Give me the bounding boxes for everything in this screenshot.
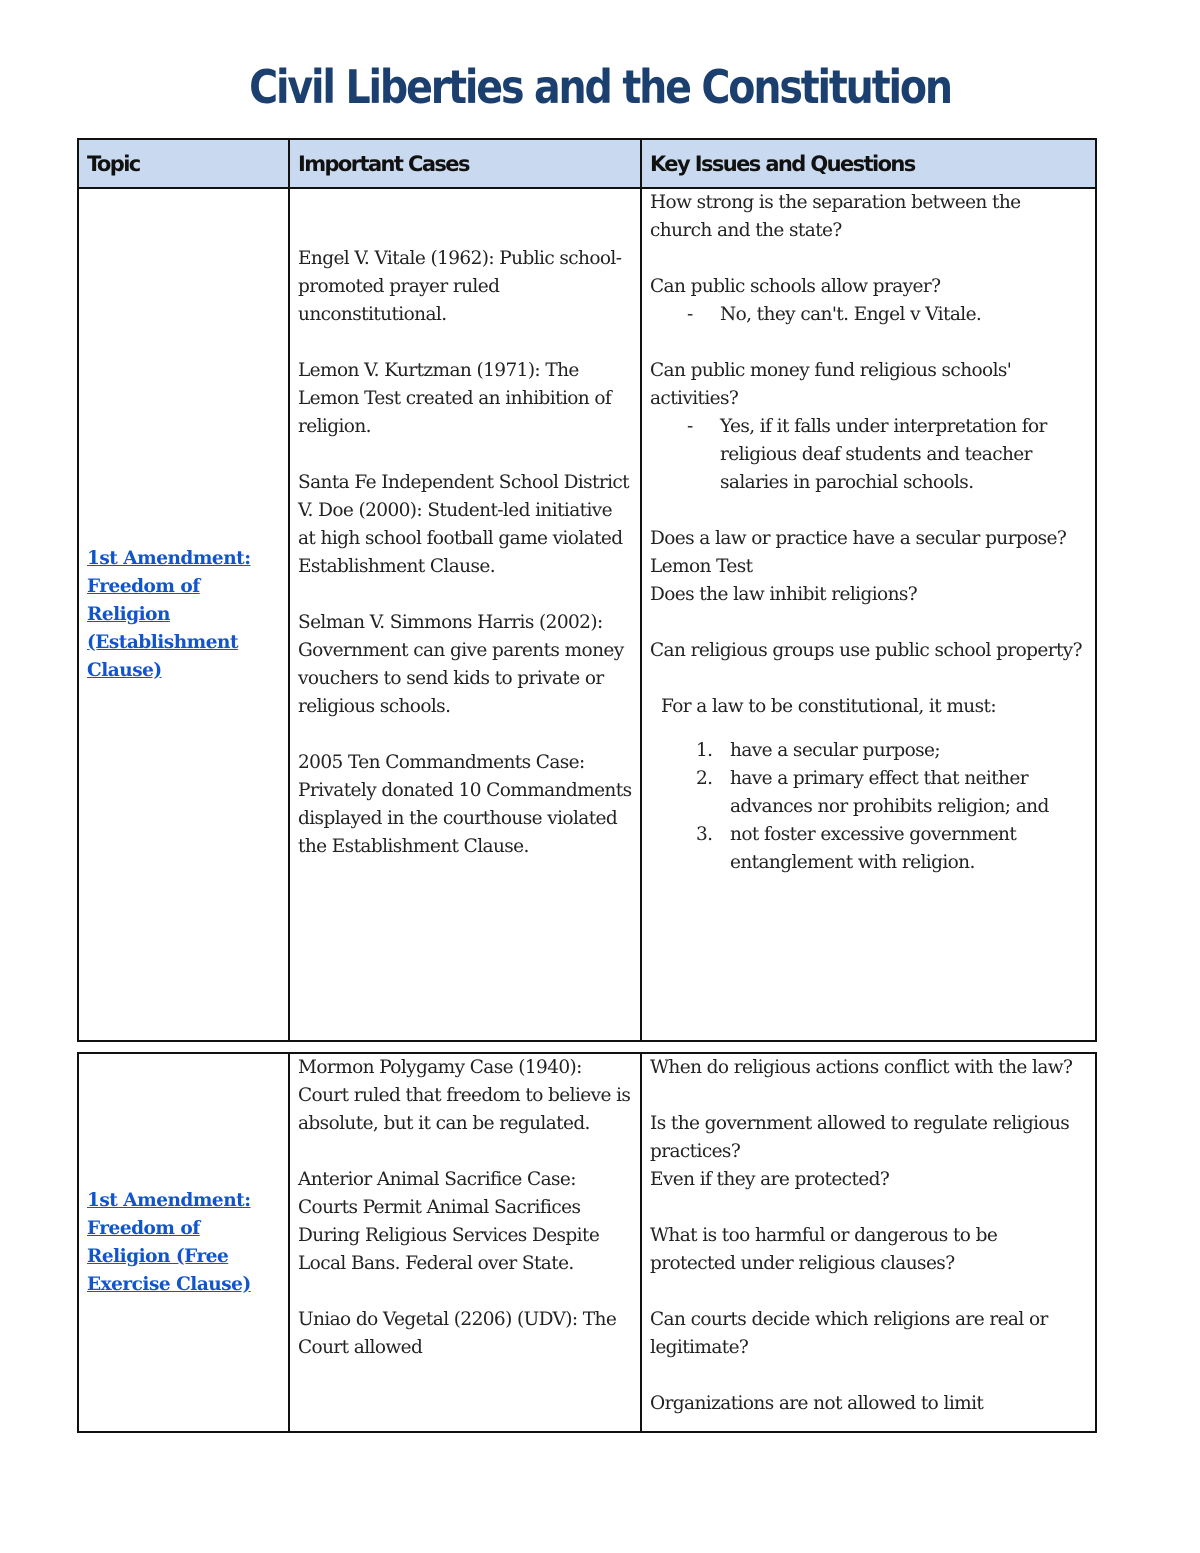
header-topic: Topic [78,139,289,188]
issue-question: Even if they are protected? [650,1169,890,1190]
page-title: Civil Liberties and the Constitution [249,60,951,114]
lemon-test-item [650,765,1087,821]
spacer-cell [289,1041,641,1053]
case-entry: Engel V. Vitale (1962): Public school-promoted prayer ruled unconstitutional. [298,248,622,325]
issue-question: When do religious actions conflict with the law? [650,1057,1073,1078]
lemon-test-item-text: have a secular purpose; [730,740,940,761]
issue-question: Organizations are not allowed to limit [650,1393,984,1414]
header-key-issues: Key Issues and Questions [641,139,1096,188]
civil-liberties-table [77,138,1097,1433]
case-entry: Uniao do Vegetal (2206) (UDV): The Court allowed [298,1309,617,1358]
issue-question: Can public money fund religious schools' activities? [650,360,1012,409]
issue-question: Does the law inhibit religions? [650,584,918,605]
issue-question: Can public schools allow prayer? [650,276,941,297]
header-important-cases: Important Cases [289,139,641,188]
issue-note: Lemon Test [650,556,753,577]
cases-cell [289,1053,641,1432]
issue-question: Can religious groups use public school property? [650,640,1082,661]
table-row [78,1053,1096,1432]
cases-cell [289,188,641,1041]
row-spacer [78,1041,1096,1053]
lemon-test-item-text: have a primary effect that neither advances nor prohibits religion; and [730,768,1049,817]
lemon-test-item-text: not foster excessive government entanglement with religion. [730,824,1017,873]
case-entry: Mormon Polygamy Case (1940): Court ruled that freedom to believe is absolute, but it can be regulated. [298,1057,631,1134]
list-number: 3. [696,824,713,845]
issue-answer [650,413,1087,497]
issues-cell [641,188,1096,1041]
spacer-cell [641,1041,1096,1053]
dash-bullet-icon: - [687,304,693,325]
case-entry: Anterior Animal Sacrifice Case: Courts Permit Animal Sacrifices During Religious Services Despite Local Bans. Federal over State. [298,1169,600,1274]
issue-answer-text: No, they can't. Engel v Vitale. [720,304,982,325]
issue-question: Can courts decide which religions are real or legitimate? [650,1309,1048,1358]
list-number: 2. [696,768,713,789]
lemon-test-item [650,821,1087,877]
topic-link-establishment-clause[interactable]: 1st Amendment: Freedom of Religion (Establishment Clause) [87,547,251,681]
table-row [78,188,1096,1041]
case-entry: Lemon V. Kurtzman (1971): The Lemon Test created an inhibition of religion. [298,360,612,437]
lemon-test-item [650,737,1087,765]
issue-question: How strong is the separation between the church and the state? [650,192,1021,241]
topic-cell [78,1053,289,1432]
topic-cell [78,188,289,1041]
lemon-test-intro: For a law to be constitutional, it must: [661,696,996,717]
case-entry: Selman V. Simmons Harris (2002): Government can give parents money vouchers to send kids to private or religious schools. [298,612,624,717]
case-entry: Santa Fe Independent School District V. Doe (2000): Student-led initiative at high school football game violated Establishment Clause. [298,472,630,577]
dash-bullet-icon: - [687,416,693,437]
issue-answer [650,301,1087,329]
table-header-row [78,139,1096,188]
spacer-cell [78,1041,289,1053]
issues-cell [641,1053,1096,1432]
issue-question: What is too harmful or dangerous to be protected under religious clauses? [650,1225,998,1274]
issue-question: Does a law or practice have a secular purpose? [650,528,1067,549]
list-number: 1. [696,740,713,761]
issue-question: Is the government allowed to regulate religious practices? [650,1113,1070,1162]
issue-answer-text: Yes, if it falls under interpretation for religious deaf students and teacher salaries in parochial schools. [720,416,1047,493]
case-entry: 2005 Ten Commandments Case: Privately donated 10 Commandments displayed in the courthouse violated the Establishment Clause. [298,752,632,857]
topic-link-free-exercise-clause[interactable]: 1st Amendment: Freedom of Religion (Free Exercise Clause) [87,1189,251,1295]
